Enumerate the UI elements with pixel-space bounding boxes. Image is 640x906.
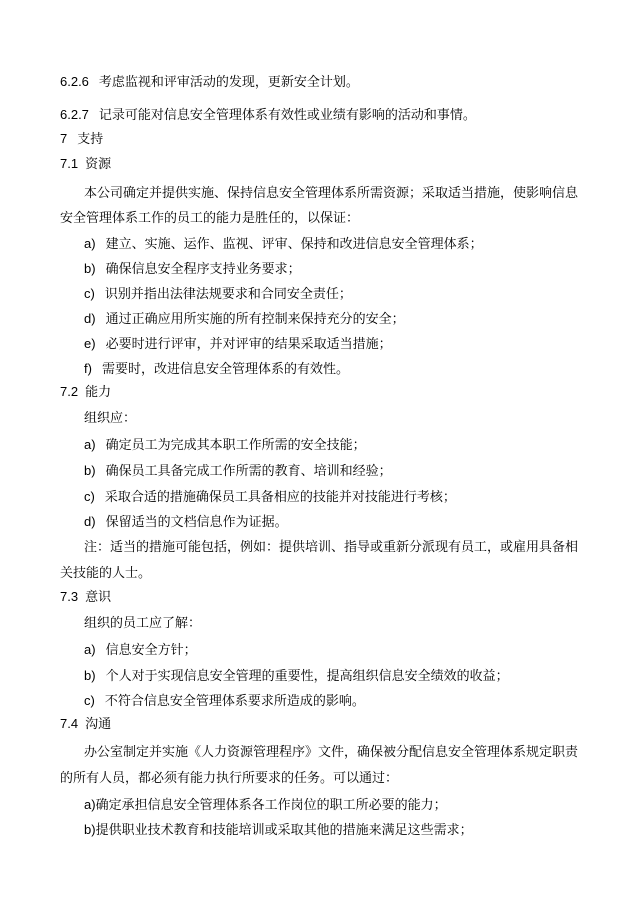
list-marker: a) (84, 236, 96, 251)
heading-text: 意识 (85, 590, 112, 605)
paragraph-line: 安全管理体系工作的员工的能力是胜任的，以保证： (60, 211, 360, 226)
list-text: 提供职业技术教育和技能培训或采取其他的措施来满足这些需求； (95, 823, 473, 838)
list-item (84, 437, 366, 454)
list-item (84, 236, 483, 253)
list-marker: d) (84, 514, 96, 529)
list-text: 信息安全方针； (105, 643, 197, 658)
heading-text: 沟通 (85, 717, 112, 732)
note-line: 注：适当的措施可能包括，例如：提供培训、指导或重新分派现有员工，或雇用具备相 (84, 540, 579, 555)
heading-number: 7 (60, 131, 68, 146)
list-marker: a) (84, 642, 96, 657)
paragraph-line: 组织应： (84, 411, 137, 426)
paragraph-line: 本公司确定并提供实施、保持信息安全管理体系所需资源；采取适当措施，使影响信息 (84, 186, 579, 201)
heading-7 (60, 131, 103, 148)
clause-text: 考虑监视和评审活动的发现，更新安全计划。 (98, 75, 359, 90)
list-text: 不符合信息安全管理体系要求所造成的影响。 (104, 694, 365, 709)
list-text: 保留适当的文档信息作为证据。 (105, 515, 288, 530)
list-text: 采取合适的措施确保员工具备相应的技能并对技能进行考核； (104, 490, 456, 505)
heading-text: 能力 (85, 385, 112, 400)
clause-6-2-6 (60, 74, 359, 91)
list-text: 必要时进行评审，并对评审的结果采取适当措施； (105, 337, 392, 352)
list-marker: c) (84, 693, 95, 708)
heading-text: 资源 (85, 157, 112, 172)
list-text: 建立、实施、运作、监视、评审、保持和改进信息安全管理体系； (105, 237, 483, 252)
list-text: 个人对于实现信息安全管理的重要性，提高组织信息安全绩效的收益； (105, 669, 509, 684)
list-marker: c) (84, 286, 95, 301)
list-text: 通过正确应用所实施的所有控制来保持充分的安全； (105, 312, 405, 327)
list-text: 确定承担信息安全管理体系各工作岗位的职工所必要的能力； (95, 798, 447, 813)
clause-number: 6.2.7 (60, 107, 89, 122)
list-item (84, 514, 288, 531)
heading-7-4 (60, 716, 111, 733)
note-line: 关技能的人士。 (60, 566, 152, 581)
list-text: 需要时，改进信息安全管理体系的有效性。 (101, 362, 349, 377)
heading-7-2 (60, 384, 111, 401)
list-text: 确定员工为完成其本职工作所需的安全技能； (105, 438, 366, 453)
list-item (84, 797, 447, 814)
list-item (84, 642, 197, 659)
list-item (84, 286, 352, 303)
list-item (84, 463, 392, 480)
heading-7-1 (60, 156, 111, 173)
list-marker: b) (84, 261, 96, 276)
paragraph-line: 的所有人员，都必须有能力执行所要求的任务。可以通过： (60, 771, 399, 786)
list-item (84, 693, 365, 710)
clause-number: 6.2.6 (60, 74, 89, 89)
heading-7-3 (60, 589, 111, 606)
heading-number: 7.1 (60, 156, 79, 171)
list-item (84, 261, 301, 278)
list-marker: e) (84, 336, 96, 351)
list-marker: b) (84, 463, 96, 478)
list-marker: b) (84, 668, 96, 683)
heading-number: 7.3 (60, 589, 79, 604)
clause-6-2-7 (60, 107, 476, 124)
list-item (84, 311, 405, 328)
paragraph-line: 组织的员工应了解： (84, 616, 202, 631)
list-text: 确保员工具备完成工作所需的教育、培训和经验； (105, 464, 392, 479)
clause-text: 记录可能对信息安全管理体系有效性或业绩有影响的活动和事情。 (98, 108, 476, 123)
list-marker: d) (84, 311, 96, 326)
heading-number: 7.4 (60, 716, 79, 731)
list-text: 确保信息安全程序支持业务要求； (105, 262, 301, 277)
list-item (84, 361, 349, 378)
list-item (84, 336, 392, 353)
list-item (84, 489, 456, 506)
list-item (84, 668, 509, 685)
heading-number: 7.2 (60, 384, 79, 399)
list-text: 识别并指出法律法规要求和合同安全责任； (104, 287, 352, 302)
list-marker: f) (84, 361, 92, 376)
list-marker: a) (84, 437, 96, 452)
list-item (84, 822, 473, 839)
paragraph-line: 办公室制定并实施《人力资源管理程序》文件，确保被分配信息安全管理体系规定职责 (84, 745, 579, 760)
heading-text: 支持 (77, 132, 104, 147)
list-marker: a) (84, 797, 96, 812)
list-marker: c) (84, 489, 95, 504)
list-marker: b) (84, 822, 96, 837)
